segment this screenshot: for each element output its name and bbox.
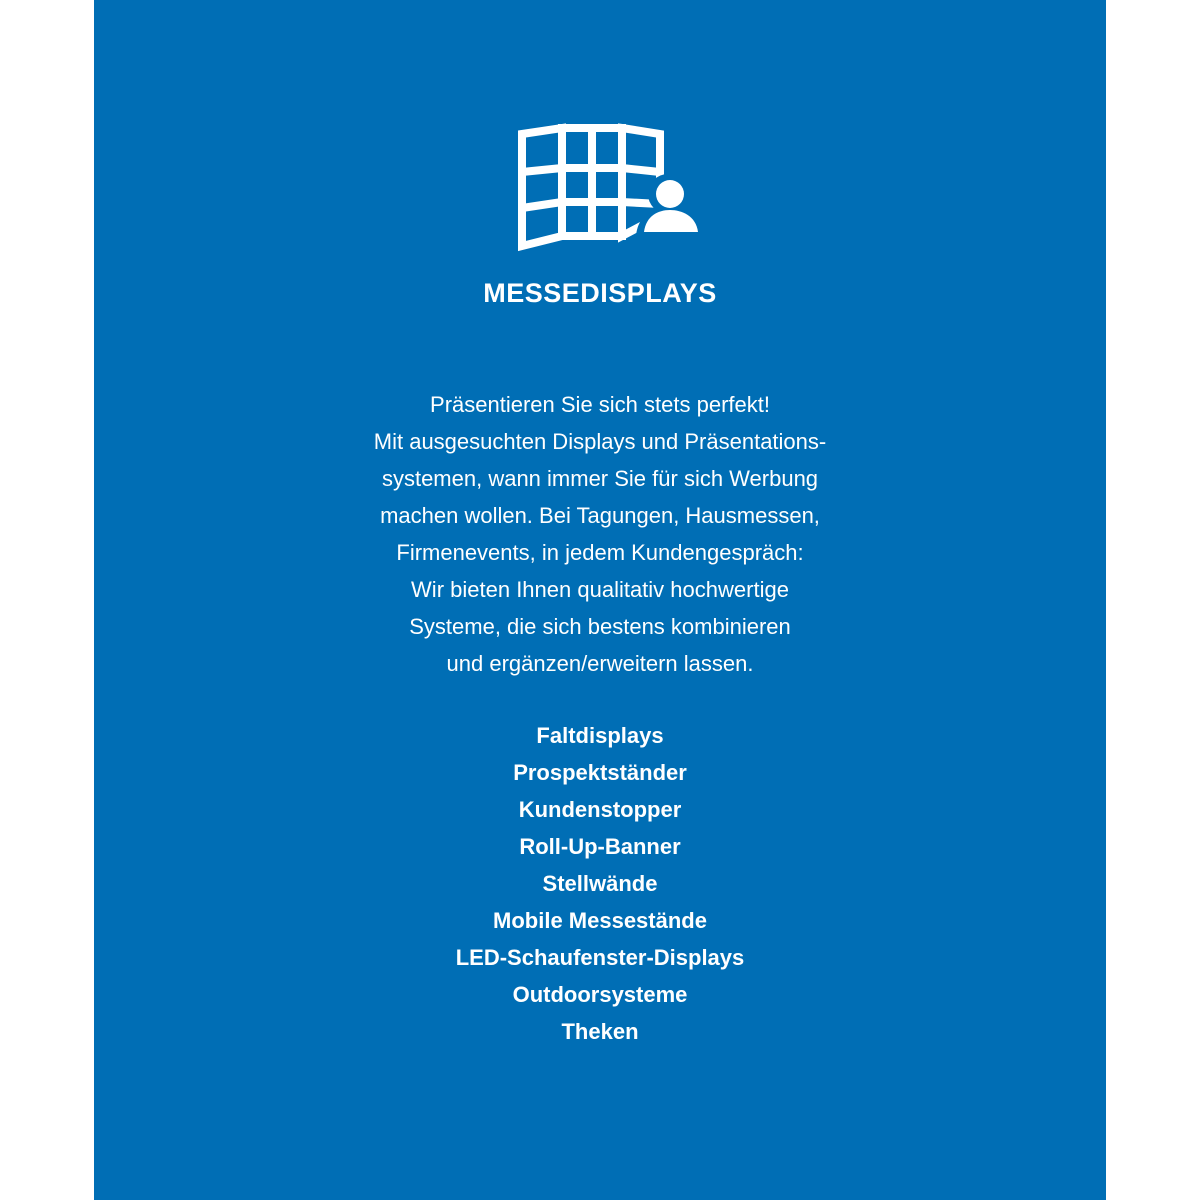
intro-line: systemen, wann immer Sie für sich Werbung [381, 466, 819, 491]
intro-line: machen wollen. Bei Tagungen, Hausmessen, [380, 503, 820, 528]
trade-fair-display-icon [510, 118, 710, 258]
intro-line: Wir bieten Ihnen qualitativ hochwertige [411, 577, 789, 602]
intro-text [94, 386, 1106, 682]
product-item-faltdisplays: Faltdisplays [536, 723, 664, 748]
product-list [94, 717, 1106, 1050]
product-item-theken: Theken [561, 1019, 639, 1044]
intro-line: Systeme, die sich bestens kombinieren [409, 614, 791, 639]
product-item-kundenstopper: Kundenstopper [518, 797, 682, 822]
messedisplays-panel [94, 0, 1106, 1200]
section-title: MESSEDISPLAYS [483, 278, 717, 308]
product-item-outdoorsysteme: Outdoorsysteme [512, 982, 688, 1007]
intro-line: und ergänzen/erweitern lassen. [446, 651, 754, 676]
intro-line: Präsentieren Sie sich stets perfekt! [430, 392, 770, 417]
intro-line: Mit ausgesuchten Displays und Präsentations- [373, 429, 827, 454]
product-item-led-schaufenster-displays: LED-Schaufenster-Displays [455, 945, 745, 970]
product-item-prospektstaender: Prospektständer [513, 760, 687, 785]
product-item-mobile-messestaende: Mobile Messestände [493, 908, 707, 933]
product-item-stellwaende: Stellwände [542, 871, 658, 896]
intro-line: Firmenevents, in jedem Kundengespräch: [396, 540, 804, 565]
product-item-roll-up-banner: Roll-Up-Banner [519, 834, 681, 859]
